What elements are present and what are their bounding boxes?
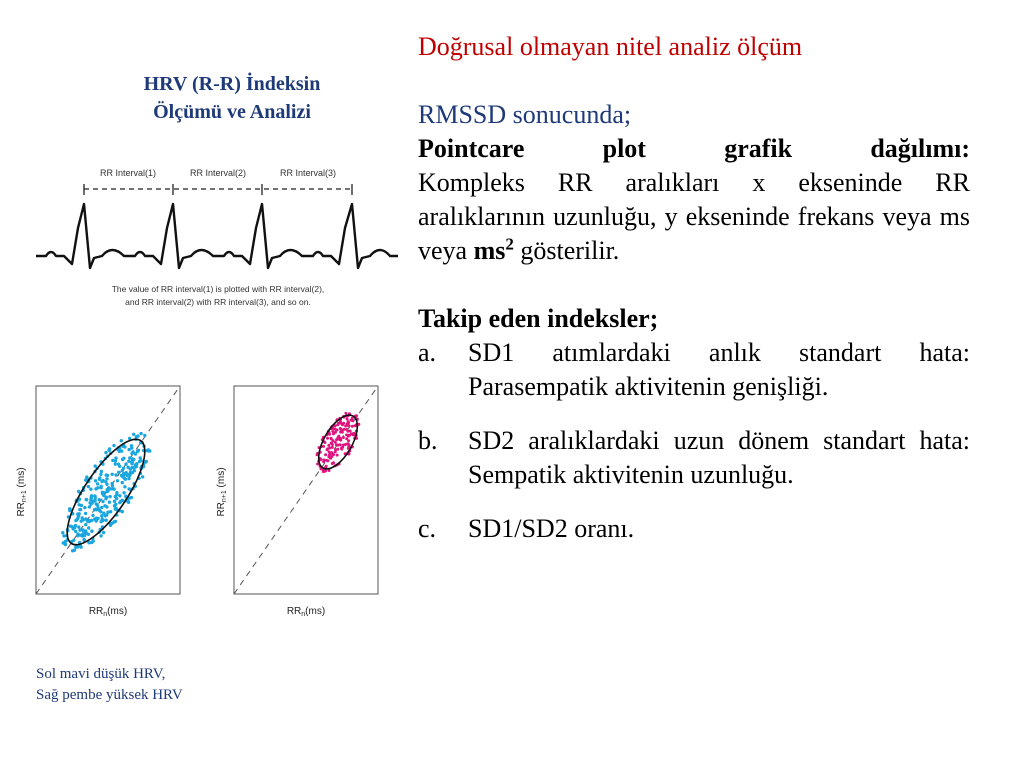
scatter-dot <box>107 486 110 489</box>
scatter-dot <box>77 525 80 528</box>
scatter-dot <box>132 433 135 436</box>
scatter-dot <box>89 488 92 491</box>
scatter-dot <box>104 514 107 517</box>
scatter-dot <box>339 438 342 441</box>
slide-heading: Doğrusal olmayan nitel analiz ölçüm <box>418 32 803 61</box>
ecg-note-line2: and RR interval(2) with RR interval(3), and so on. <box>125 297 311 307</box>
scatter-dot <box>130 444 133 447</box>
scatter-dot <box>341 431 344 434</box>
scatter-dot <box>346 430 349 433</box>
scatter-dot <box>79 534 82 537</box>
ecg-waveform <box>36 204 398 268</box>
scatter-dot <box>105 473 108 476</box>
scatter-dot <box>73 526 76 529</box>
index-item-text: SD2 aralıklardaki uzun dönem standart hata: Sempatik aktivitenin uzunluğu. <box>468 426 970 489</box>
scatter-dot <box>146 449 149 452</box>
scatter-dot <box>122 467 125 470</box>
scatter-dot <box>120 449 123 452</box>
scatter-dot <box>139 459 142 462</box>
poincare-word-3: grafik <box>724 134 793 163</box>
scatter-dot <box>61 531 64 534</box>
scatter-dot <box>87 485 90 488</box>
scatter-dot <box>68 509 71 512</box>
scatter-dot <box>104 497 107 500</box>
scatter-dot <box>99 473 102 476</box>
scatter-dot <box>80 504 83 507</box>
index-item-ratio <box>418 512 970 546</box>
index-item-text: SD1 atımlardaki anlık standart hata: Parasempatik aktivitenin genişliği. <box>468 338 970 401</box>
scatter-dot <box>344 425 347 428</box>
scatter-dot <box>99 485 102 488</box>
scatter-dot <box>79 545 82 548</box>
poincare-heading <box>418 132 970 166</box>
poincare-word-4: dağılımı: <box>870 134 970 163</box>
scatter-dot <box>105 477 108 480</box>
scatter-dot <box>127 477 130 480</box>
scatter-dot <box>125 472 128 475</box>
scatter-dot <box>94 499 97 502</box>
scatter-dot <box>326 459 329 462</box>
scatter-dot <box>107 449 110 452</box>
scatter-dot <box>90 529 93 532</box>
scatter-dot <box>111 473 114 476</box>
scatter-dot <box>136 450 139 453</box>
scatter-dot <box>114 473 117 476</box>
scatter-dot <box>115 491 118 494</box>
scatter-dot <box>91 514 94 517</box>
scatter-dot <box>118 494 121 497</box>
scatter-dot <box>341 446 344 449</box>
scatter-dot <box>84 523 87 526</box>
description-ms: ms <box>473 236 506 265</box>
scatter-dot <box>342 436 345 439</box>
scatter-dot <box>95 502 98 505</box>
plot-left-xlabel: $RR_n(ms)$ <box>88 606 128 618</box>
scatter-dot <box>117 463 120 466</box>
scatter-dot <box>326 437 329 440</box>
scatter-dot <box>324 453 327 456</box>
scatter-dot <box>339 422 342 425</box>
scatter-dot <box>76 512 79 515</box>
scatter-dot <box>84 517 87 520</box>
scatter-dot <box>78 508 81 511</box>
poincare-word-2: plot <box>602 134 646 163</box>
left-title-line1: HRV (R-R) İndeksin <box>143 73 321 95</box>
scatter-dot <box>332 432 335 435</box>
scatter-dot <box>123 485 126 488</box>
index-item-marker: c. <box>418 514 437 543</box>
scatter-dot <box>336 448 339 451</box>
scatter-dot <box>330 451 333 454</box>
scatter-dot <box>339 427 342 430</box>
scatter-dot <box>100 514 103 517</box>
poincare-plot-high-hrv <box>216 386 378 618</box>
scatter-dot <box>141 475 144 478</box>
description-sup: 2 <box>505 234 514 254</box>
scatter-dot <box>344 412 347 415</box>
scatter-dot <box>93 494 96 497</box>
scatter-dot <box>94 479 97 482</box>
scatter-dot <box>346 418 349 421</box>
scatter-dot <box>74 545 77 548</box>
scatter-dot <box>83 506 86 509</box>
scatter-dot <box>96 482 99 485</box>
scatter-dot <box>352 432 355 435</box>
scatter-dot <box>130 496 133 499</box>
scatter-dot <box>124 463 127 466</box>
scatter-dot <box>95 519 98 522</box>
plot-right-ylabel: $RR_{n+1}$ (ms) <box>216 467 228 517</box>
scatter-dot <box>331 439 334 442</box>
scatter-dot <box>111 459 114 462</box>
scatter-dot <box>130 461 133 464</box>
index-item-text: SD1/SD2 oranı. <box>468 514 635 543</box>
plot-left-ylabel: $RR_{n+1}$ (ms) <box>16 467 28 517</box>
scatter-dot <box>99 534 102 537</box>
scatter-dot <box>113 500 116 503</box>
index-item-marker: a. <box>418 338 437 367</box>
scatter-dot <box>135 462 138 465</box>
scatter-dot <box>102 493 105 496</box>
scatter-dot <box>64 543 67 546</box>
rmssd-line: RMSSD sonucunda; <box>418 100 632 129</box>
index-item-sd2 <box>418 424 970 492</box>
scatter-dot <box>74 519 77 522</box>
scatter-dot <box>336 436 339 439</box>
scatter-dot <box>331 446 334 449</box>
scatter-dot <box>108 501 111 504</box>
scatter-dot <box>104 480 107 483</box>
scatter-dot <box>348 444 351 447</box>
scatter-dot <box>108 495 111 498</box>
scatter-dot <box>347 424 350 427</box>
plot-right-xlabel: $RR_n(ms)$ <box>286 606 326 618</box>
ecg-note-line1: The value of RR interval(1) is plotted with RR interval(2), <box>111 284 325 294</box>
scatter-dot <box>322 460 325 463</box>
scatter-dot <box>100 470 103 473</box>
scatter-dot <box>122 476 125 479</box>
scatter-dot <box>332 427 335 430</box>
caption-line2: Sağ pembe yüksek HRV <box>36 687 183 703</box>
scatter-dot <box>143 434 146 437</box>
scatter-dot <box>105 519 108 522</box>
index-item-sd1 <box>418 336 970 404</box>
scatter-dot <box>71 549 74 552</box>
scatter-dot <box>102 531 105 534</box>
scatter-dot <box>122 491 125 494</box>
rr-interval-brackets <box>84 184 352 195</box>
scatter-dot <box>94 487 97 490</box>
scatter-dot <box>81 516 84 519</box>
scatter-dot <box>90 494 93 497</box>
scatter-dot <box>351 425 354 428</box>
scatter-dot <box>351 417 354 420</box>
scatter-dot <box>78 528 81 531</box>
scatter-dot <box>112 444 115 447</box>
caption-line1: Sol mavi düşük HRV, <box>36 666 166 682</box>
scatter-dot <box>98 498 101 501</box>
scatter-dot <box>87 526 90 529</box>
slide-right-column <box>418 30 970 546</box>
scatter-dot <box>120 474 123 477</box>
scatter-dot <box>345 433 348 436</box>
ecg-rr-interval-figure <box>32 164 402 314</box>
scatter-dot <box>325 465 328 468</box>
scatter-dot <box>104 451 107 454</box>
scatter-dot <box>332 461 335 464</box>
scatter-dot <box>327 455 330 458</box>
scatter-dot <box>121 510 124 513</box>
scatter-dot <box>131 457 134 460</box>
scatter-dot <box>331 443 334 446</box>
scatter-dot <box>114 495 117 498</box>
scatter-dot <box>114 507 117 510</box>
scatter-dot <box>326 447 329 450</box>
scatter-dot <box>84 512 87 515</box>
follow-heading: Takip eden indeksler; <box>418 304 659 333</box>
scatter-dot <box>100 506 103 509</box>
slide-left-title <box>92 70 372 126</box>
rr-interval-1-label: RR Interval(1) <box>100 168 157 178</box>
poincare-description <box>418 166 970 268</box>
scatter-dot <box>130 452 133 455</box>
plot-left-dots <box>61 432 151 553</box>
description-text: Kompleks RR aralıkları x ekseninde RR aralıklarının uzunluğu, y ekseninde frekans veya ms veya <box>418 168 970 265</box>
poincare-plot-low-hrv <box>16 386 180 618</box>
scatter-dot <box>96 508 99 511</box>
scatter-dot <box>336 429 339 432</box>
scatter-dot <box>82 530 85 533</box>
scatter-dot <box>128 472 131 475</box>
scatter-dot <box>77 490 80 493</box>
scatter-dot <box>330 455 333 458</box>
scatter-dot <box>327 444 330 447</box>
scatter-dot <box>336 423 339 426</box>
scatter-dot <box>114 520 117 523</box>
scatter-dot <box>101 500 104 503</box>
scatter-dot <box>136 434 139 437</box>
scatter-dot <box>121 481 124 484</box>
poincare-plots <box>16 380 388 630</box>
scatter-dot <box>126 466 129 469</box>
rr-interval-3-label: RR Interval(3) <box>280 168 337 178</box>
description-end: gösterilir. <box>520 236 620 265</box>
scatter-dot <box>116 479 119 482</box>
scatter-dot <box>93 508 96 511</box>
scatter-dot <box>85 498 88 501</box>
scatter-dot <box>119 500 122 503</box>
scatter-dot <box>109 524 112 527</box>
scatter-dot <box>88 520 91 523</box>
scatter-dot <box>84 478 87 481</box>
scatter-dot <box>127 460 130 463</box>
scatter-dot <box>111 482 114 485</box>
scatter-dot <box>83 534 86 537</box>
poincare-word-1: Pointcare <box>418 134 525 163</box>
scatter-dot <box>336 454 339 457</box>
scatter-dot <box>88 501 91 504</box>
scatter-dot <box>74 530 77 533</box>
scatter-dot <box>347 439 350 442</box>
index-item-marker: b. <box>418 426 438 455</box>
scatter-dot <box>106 511 109 514</box>
figure-caption <box>36 664 183 706</box>
scatter-dot <box>114 462 117 465</box>
scatter-dot <box>98 476 101 479</box>
scatter-dot <box>103 504 106 507</box>
scatter-dot <box>139 432 142 435</box>
scatter-dot <box>347 420 350 423</box>
scatter-dot <box>121 458 124 461</box>
rr-interval-2-label: RR Interval(2) <box>190 168 247 178</box>
left-title-line2: Ölçümü ve Analizi <box>153 101 311 123</box>
scatter-dot <box>120 439 123 442</box>
scatter-dot <box>127 448 130 451</box>
scatter-dot <box>117 471 120 474</box>
scatter-dot <box>335 443 338 446</box>
scatter-dot <box>99 520 102 523</box>
scatter-dot <box>99 510 102 513</box>
scatter-dot <box>85 475 88 478</box>
